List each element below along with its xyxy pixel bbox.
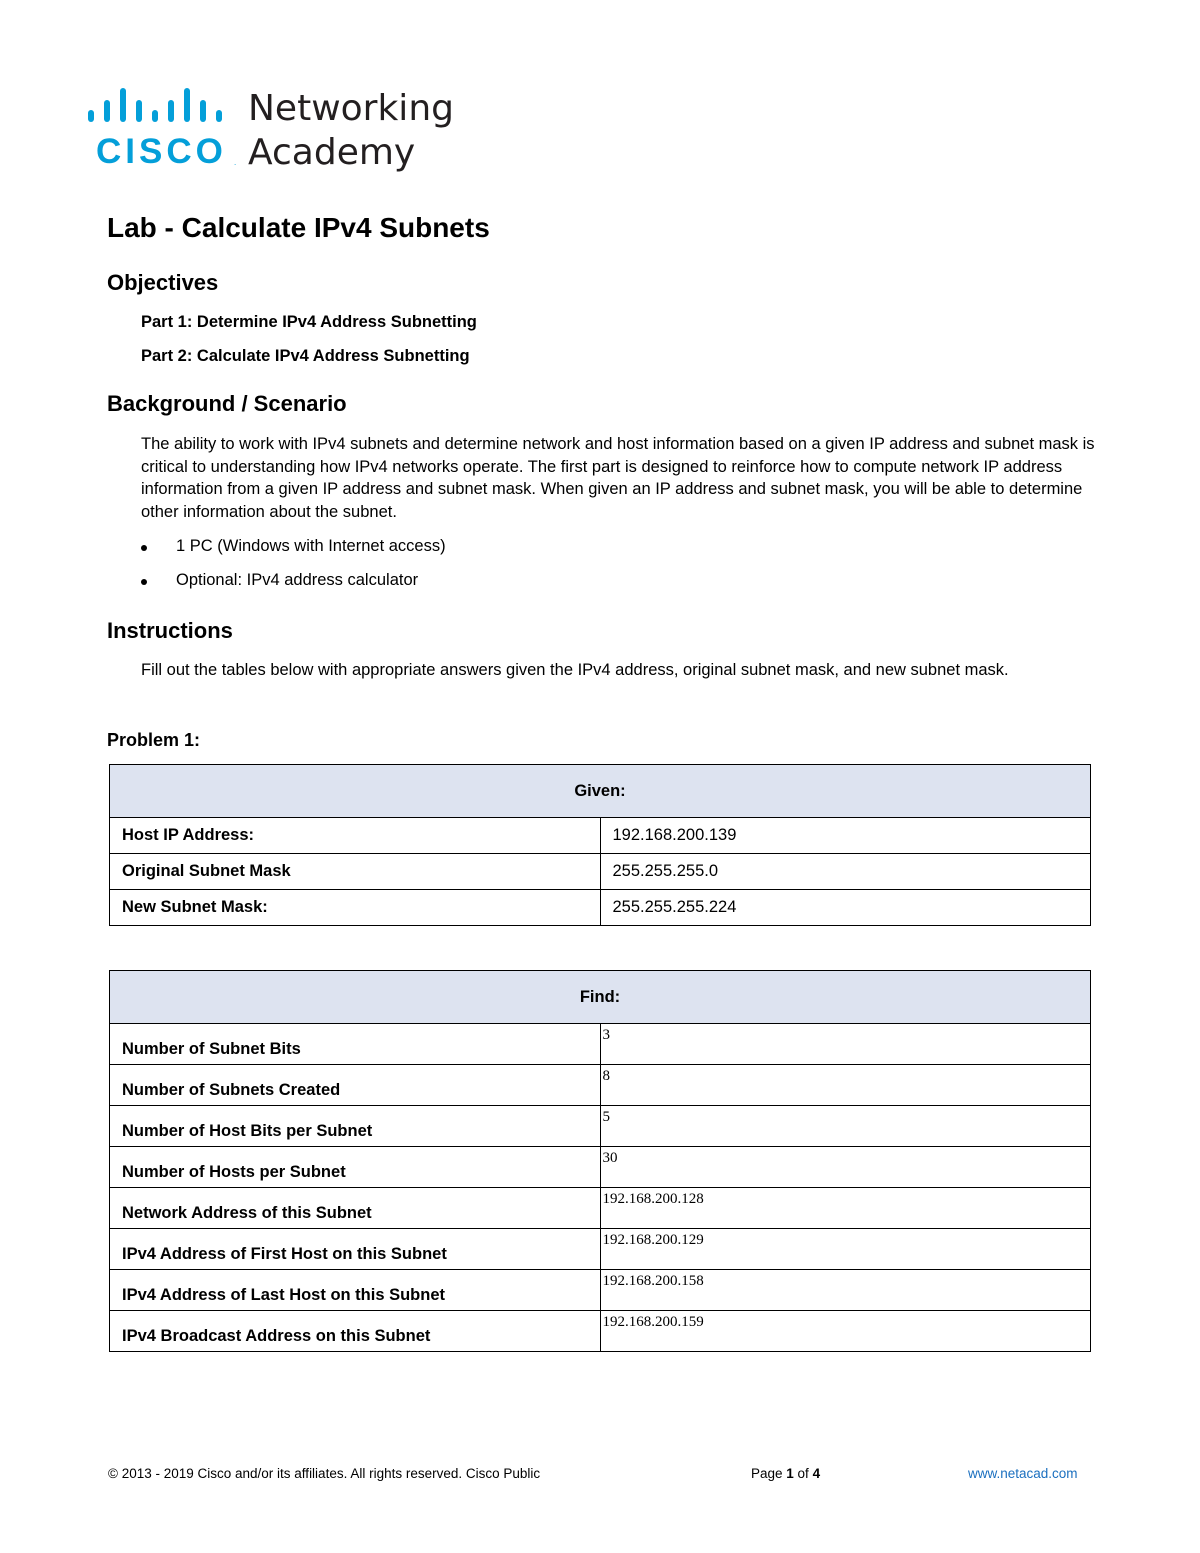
cisco-wordmark: CISCO (96, 132, 227, 171)
footer-page-number: Page 1 of 4 (751, 1466, 821, 1481)
bullet-icon (141, 545, 147, 551)
given-table (109, 764, 1091, 926)
given-value: 192.168.200.139 (600, 818, 1091, 854)
table-row (110, 890, 1091, 926)
given-label: New Subnet Mask: (110, 890, 601, 926)
background-heading: Background / Scenario (107, 391, 347, 416)
find-label: IPv4 Address of First Host on this Subnet (110, 1229, 601, 1270)
table-row (110, 1106, 1091, 1147)
find-answer[interactable]: 30 (600, 1147, 1091, 1188)
find-answer[interactable]: 3 (600, 1024, 1091, 1065)
instructions-paragraph: Fill out the tables below with appropriate answers given the IPv4 address, original subnet mask, and new subnet mask. (141, 661, 1009, 679)
table-row (110, 854, 1091, 890)
page-title: Lab - Calculate IPv4 Subnets (107, 212, 490, 243)
bullet-icon (141, 579, 147, 585)
table-row (110, 1065, 1091, 1106)
find-answer[interactable]: 8 (600, 1065, 1091, 1106)
objective-part-1: Part 1: Determine IPv4 Address Subnetting (141, 313, 477, 331)
given-label: Original Subnet Mask (110, 854, 601, 890)
find-answer[interactable]: 192.168.200.128 (600, 1188, 1091, 1229)
footer-copyright: © 2013 - 2019 Cisco and/or its affiliates. All rights reserved. Cisco Public (108, 1466, 541, 1481)
given-label: Host IP Address: (110, 818, 601, 854)
background-paragraph: The ability to work with IPv4 subnets and determine network and host information based on a given IP address and subnet mask is critical to understanding how IPv4 networks operate. The first part is designed to reinforce how to compute network IP address information from a given IP address and subnet mask. When given an IP address and subnet mask, you will be able to determine other information about the subnet. (141, 435, 1095, 521)
table-row (110, 1270, 1091, 1311)
find-table (109, 970, 1091, 1352)
table-row (110, 1188, 1091, 1229)
logo-networking-text: Networking (248, 88, 454, 129)
find-answer[interactable]: 192.168.200.159 (600, 1311, 1091, 1352)
find-answer[interactable]: 5 (600, 1106, 1091, 1147)
find-label: Number of Subnets Created (110, 1065, 601, 1106)
find-label: IPv4 Broadcast Address on this Subnet (110, 1311, 601, 1352)
cisco-networking-academy-logo: CISCO . Networking Academy (86, 88, 506, 178)
footer-website-link[interactable]: www.netacad.com (968, 1466, 1078, 1481)
find-table-header: Find: (110, 971, 1091, 1024)
find-label: Network Address of this Subnet (110, 1188, 601, 1229)
problem-heading: Problem 1: (107, 730, 201, 750)
find-label: Number of Host Bits per Subnet (110, 1106, 601, 1147)
find-label: Number of Subnet Bits (110, 1024, 601, 1065)
find-answer[interactable]: 192.168.200.129 (600, 1229, 1091, 1270)
table-row (110, 818, 1091, 854)
objectives-heading: Objectives (107, 270, 219, 295)
given-table-header: Given: (110, 765, 1091, 818)
find-label: IPv4 Address of Last Host on this Subnet (110, 1270, 601, 1311)
logo-academy-text: Academy (248, 132, 416, 173)
table-row (110, 1147, 1091, 1188)
table-row (110, 1311, 1091, 1352)
table-row (110, 1024, 1091, 1065)
find-label: Number of Hosts per Subnet (110, 1147, 601, 1188)
given-value: 255.255.255.224 (600, 890, 1091, 926)
table-row (110, 1229, 1091, 1270)
given-value: 255.255.255.0 (600, 854, 1091, 890)
instructions-heading: Instructions (107, 618, 233, 643)
objective-part-2: Part 2: Calculate IPv4 Address Subnetting (141, 347, 470, 365)
find-answer[interactable]: 192.168.200.158 (600, 1270, 1091, 1311)
